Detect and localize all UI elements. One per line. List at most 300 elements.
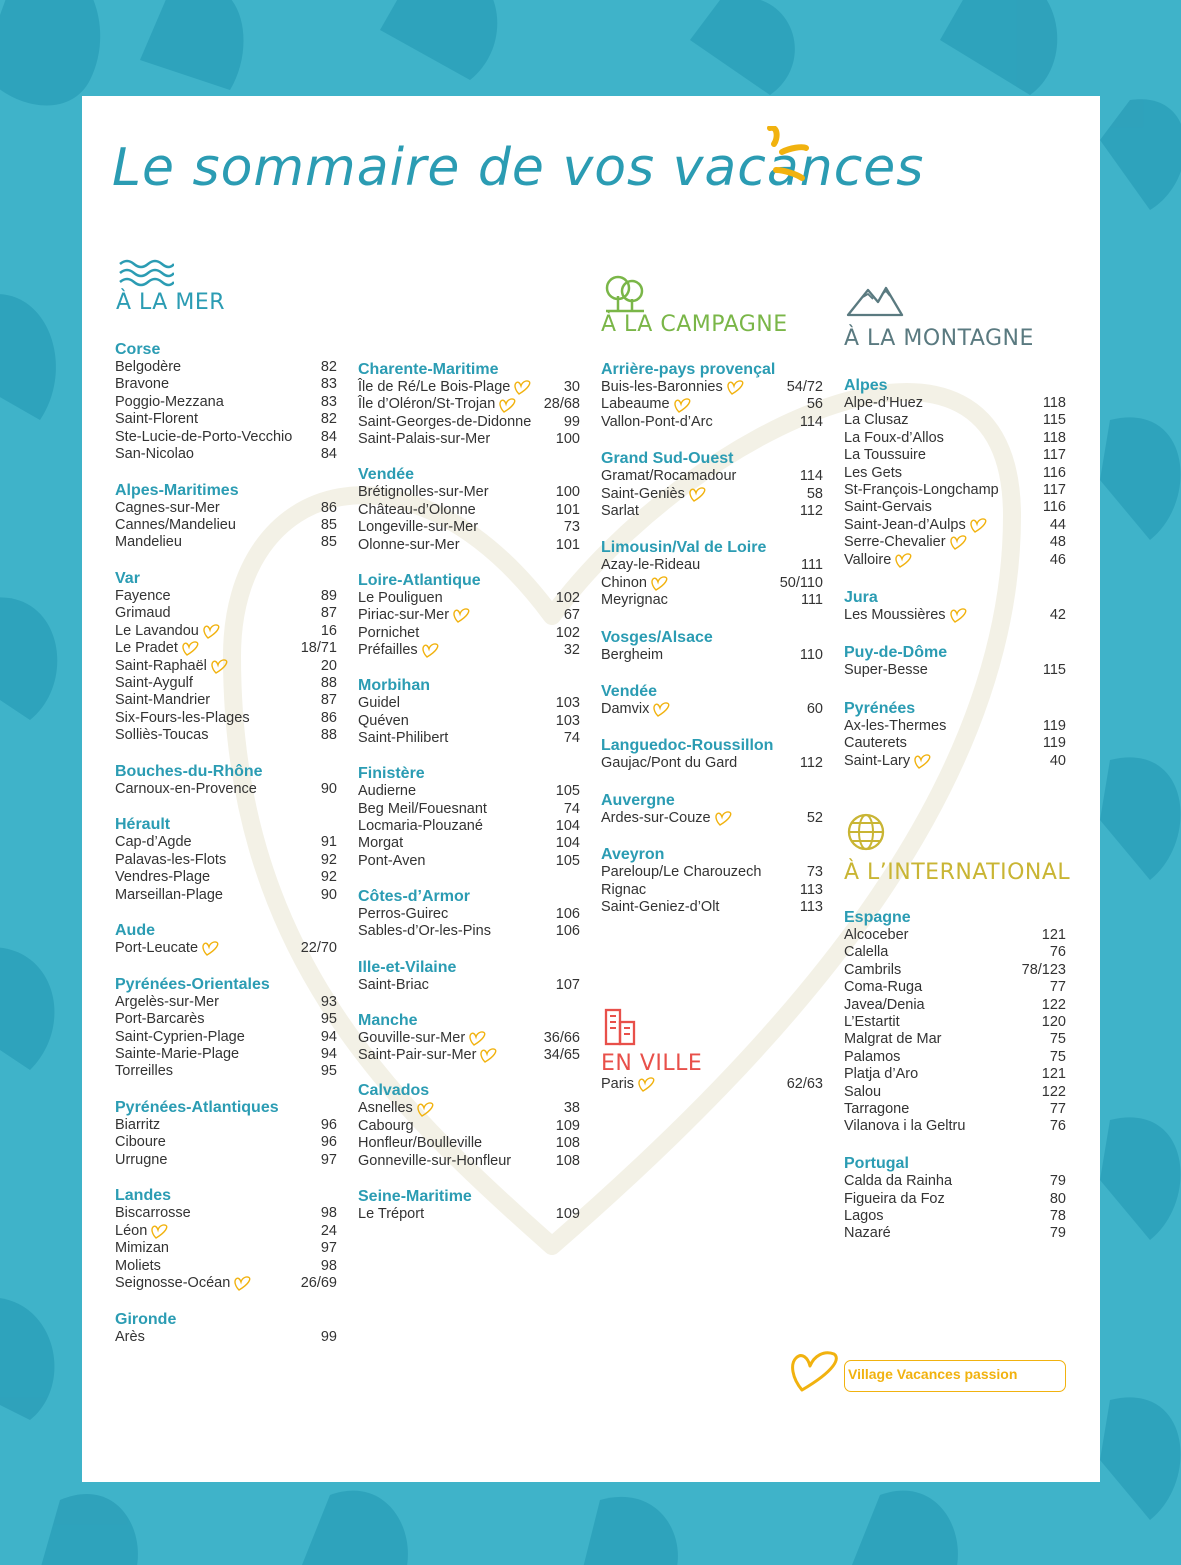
page-number: 105 bbox=[555, 783, 580, 800]
list-item[interactable] bbox=[844, 1084, 1066, 1101]
list-item[interactable] bbox=[601, 414, 823, 431]
list-item[interactable] bbox=[358, 1030, 580, 1047]
page-number: 76 bbox=[1049, 1118, 1066, 1135]
page-number: 122 bbox=[1041, 996, 1066, 1013]
heart-icon bbox=[970, 518, 987, 533]
page-number: 121 bbox=[1041, 1066, 1066, 1083]
list-item[interactable] bbox=[358, 801, 580, 818]
region-section bbox=[115, 1098, 337, 1169]
place-name: Saint-Gervais bbox=[844, 499, 932, 516]
place-name: Coma-Ruga bbox=[844, 979, 923, 996]
page-number: 100 bbox=[555, 484, 580, 501]
heart-icon bbox=[895, 553, 912, 568]
list-item[interactable] bbox=[115, 1258, 337, 1275]
page-number: 122 bbox=[1041, 1083, 1066, 1100]
place-name: Cauterets bbox=[844, 735, 907, 752]
page-number: 73 bbox=[563, 519, 580, 536]
place-name: Sables-d’Or-les-Pins bbox=[358, 923, 491, 940]
list-item[interactable] bbox=[358, 537, 580, 554]
region-name: Puy-de-Dôme bbox=[844, 644, 948, 662]
place-name: Belgodère bbox=[115, 359, 182, 375]
place-name: Mandelieu bbox=[115, 534, 182, 551]
page-number: 108 bbox=[555, 1135, 580, 1152]
place-name: Guidel bbox=[358, 695, 400, 712]
place-name: Perros-Guirec bbox=[358, 906, 449, 922]
place-name: Asnelles bbox=[358, 1100, 413, 1117]
list-item[interactable] bbox=[601, 1076, 823, 1093]
list-item[interactable] bbox=[115, 675, 337, 692]
heart-icon bbox=[689, 487, 706, 502]
place-name: Le Lavandou bbox=[115, 622, 199, 639]
page-number: 117 bbox=[1042, 447, 1066, 464]
list-item[interactable] bbox=[115, 781, 337, 798]
list-item[interactable] bbox=[844, 607, 1066, 624]
region-name: Arrière-pays provençal bbox=[601, 361, 776, 378]
region-name: Calvados bbox=[358, 1082, 430, 1100]
heart-icon bbox=[234, 1276, 251, 1291]
list-item[interactable] bbox=[844, 1208, 1066, 1225]
region-section bbox=[358, 676, 580, 747]
region-section bbox=[358, 764, 580, 870]
region-section bbox=[844, 376, 1066, 569]
list-item[interactable] bbox=[844, 944, 1066, 961]
list-item[interactable] bbox=[115, 994, 337, 1011]
list-item[interactable] bbox=[358, 1153, 580, 1170]
place-name: Serre-Chevalier bbox=[844, 534, 946, 551]
place-name: Saint-Philibert bbox=[358, 729, 449, 746]
page-number: 113 bbox=[799, 898, 823, 915]
page-number: 112 bbox=[799, 755, 823, 772]
page-number: 99 bbox=[563, 413, 580, 430]
place-name: Biarritz bbox=[115, 1117, 161, 1133]
list-item[interactable] bbox=[601, 899, 823, 916]
region-section bbox=[601, 360, 823, 431]
page-number: 60 bbox=[806, 701, 823, 717]
page-title: Le sommaire de vos vacances bbox=[112, 138, 925, 198]
list-item[interactable] bbox=[115, 376, 337, 393]
page-number: 118 bbox=[1042, 429, 1066, 446]
list-item[interactable] bbox=[115, 588, 337, 605]
list-item[interactable] bbox=[844, 962, 1066, 979]
list-item[interactable] bbox=[115, 623, 337, 640]
place-name: La Toussuire bbox=[844, 447, 926, 464]
page-number: 82 bbox=[320, 359, 337, 375]
list-item[interactable] bbox=[358, 396, 580, 413]
heart-icon bbox=[480, 1048, 497, 1063]
place-name: Buis-les-Baronnies bbox=[601, 379, 723, 395]
place-name: Île de Ré/Le Bois-Plage bbox=[358, 379, 511, 395]
page-number: 88 bbox=[320, 674, 337, 691]
list-item[interactable] bbox=[358, 1206, 580, 1223]
place-name: Palavas-les-Flots bbox=[115, 851, 227, 868]
region-section bbox=[115, 1186, 337, 1292]
place-name: Ax-les-Thermes bbox=[844, 717, 947, 734]
place-name: Biscarrosse bbox=[115, 1205, 191, 1222]
page-number: 90 bbox=[320, 780, 337, 797]
list-item[interactable] bbox=[844, 1118, 1066, 1135]
list-item[interactable] bbox=[358, 590, 580, 607]
list-item[interactable] bbox=[115, 727, 337, 744]
place-name: Salou bbox=[844, 1083, 882, 1100]
list-item[interactable] bbox=[115, 429, 337, 446]
list-item[interactable] bbox=[115, 500, 337, 517]
region-section bbox=[358, 360, 580, 449]
page-number: 121 bbox=[1041, 927, 1066, 943]
place-name: La Foux-d’Allos bbox=[844, 429, 944, 446]
page-number: 79 bbox=[1049, 1225, 1066, 1242]
buildings-icon bbox=[602, 1006, 638, 1046]
place-name: Gonneville-sur-Honfleur bbox=[358, 1152, 512, 1169]
list-item[interactable] bbox=[844, 718, 1066, 735]
list-item[interactable] bbox=[601, 755, 823, 772]
place-name: Figueira da Foz bbox=[844, 1190, 945, 1207]
place-name: Cambrils bbox=[844, 961, 902, 978]
page-number: 78 bbox=[1049, 1208, 1066, 1225]
page-number: 46 bbox=[1049, 551, 1066, 568]
list-item[interactable] bbox=[115, 1152, 337, 1169]
page-number: 114 bbox=[799, 413, 823, 430]
list-item[interactable] bbox=[358, 414, 580, 431]
place-name: Six-Fours-les-Plages bbox=[115, 709, 250, 726]
place-name: Gaujac/Pont du Gard bbox=[601, 755, 738, 772]
list-item[interactable] bbox=[844, 1173, 1066, 1190]
region-section bbox=[358, 1081, 580, 1170]
list-item[interactable] bbox=[601, 557, 823, 574]
region-name: Vosges/Alsace bbox=[601, 628, 713, 646]
list-item[interactable] bbox=[844, 1049, 1066, 1066]
list-item[interactable] bbox=[358, 431, 580, 448]
list-item[interactable] bbox=[601, 503, 823, 520]
list-item[interactable] bbox=[115, 887, 337, 904]
place-name: Alpe-d’Huez bbox=[844, 395, 923, 411]
place-name: Chinon bbox=[601, 574, 647, 591]
list-item[interactable] bbox=[601, 810, 823, 827]
heart-icon bbox=[653, 702, 670, 717]
page-number: 115 bbox=[1042, 412, 1066, 429]
list-item[interactable] bbox=[358, 713, 580, 730]
place-name: Meyrignac bbox=[601, 592, 668, 609]
region-name: Vendée bbox=[601, 683, 658, 700]
page-number: 75 bbox=[1049, 1048, 1066, 1065]
place-name: Sarlat bbox=[601, 502, 639, 519]
heart-icon bbox=[453, 608, 470, 623]
region-name: Landes bbox=[115, 1187, 172, 1205]
list-item[interactable] bbox=[115, 1117, 337, 1134]
list-item[interactable] bbox=[844, 412, 1066, 429]
list-item[interactable] bbox=[601, 396, 823, 413]
list-item[interactable] bbox=[844, 499, 1066, 516]
list-item[interactable] bbox=[115, 446, 337, 463]
list-item[interactable] bbox=[115, 517, 337, 534]
list-item[interactable] bbox=[844, 1031, 1066, 1048]
page-number: 73 bbox=[806, 864, 823, 881]
region-section bbox=[601, 449, 823, 520]
page-number: 94 bbox=[320, 1045, 337, 1062]
legend-label: Village Vacances passion bbox=[848, 1366, 1018, 1382]
place-name: Saint-Aygulf bbox=[115, 674, 193, 691]
page-number: 62/63 bbox=[786, 1076, 823, 1092]
heart-icon bbox=[727, 380, 744, 395]
page-number: 40 bbox=[1049, 752, 1066, 769]
region-section bbox=[844, 643, 1066, 679]
place-name: Olonne-sur-Mer bbox=[358, 536, 460, 553]
category-title-mer: À LA MER bbox=[116, 290, 226, 315]
page-number: 108 bbox=[555, 1152, 580, 1169]
list-item[interactable] bbox=[115, 605, 337, 622]
list-item[interactable] bbox=[115, 411, 337, 428]
place-name: Vendres-Plage bbox=[115, 869, 211, 886]
place-name: Morgat bbox=[358, 835, 404, 852]
category-title-international: À L’INTERNATIONAL bbox=[844, 860, 1071, 885]
list-item[interactable] bbox=[358, 923, 580, 940]
page-number: 30 bbox=[563, 379, 580, 395]
list-item[interactable] bbox=[358, 835, 580, 852]
region-name: Aude bbox=[115, 922, 155, 940]
place-name: Ardes-sur-Couze bbox=[601, 809, 711, 826]
region-section bbox=[601, 736, 823, 772]
list-item[interactable] bbox=[844, 997, 1066, 1014]
list-item[interactable] bbox=[844, 395, 1066, 412]
region-section bbox=[115, 815, 337, 904]
page-number: 67 bbox=[563, 607, 580, 624]
place-name: Île d’Oléron/St-Trojan bbox=[358, 396, 496, 413]
list-item[interactable] bbox=[115, 640, 337, 657]
category-title-campagne: À LA CAMPAGNE bbox=[601, 312, 788, 337]
region-section bbox=[601, 538, 823, 609]
list-item[interactable] bbox=[844, 552, 1066, 569]
place-name: Saint-Lary bbox=[844, 752, 911, 769]
list-item[interactable] bbox=[358, 642, 580, 659]
page-number: 42 bbox=[1049, 607, 1066, 623]
region-name: Aveyron bbox=[601, 846, 665, 864]
list-item[interactable] bbox=[115, 869, 337, 886]
list-item[interactable] bbox=[601, 592, 823, 609]
list-item[interactable] bbox=[115, 1046, 337, 1063]
page-number: 97 bbox=[320, 1151, 337, 1168]
page-number: 109 bbox=[555, 1205, 580, 1222]
list-item[interactable] bbox=[844, 517, 1066, 534]
list-item[interactable] bbox=[358, 783, 580, 800]
list-item[interactable] bbox=[844, 1014, 1066, 1031]
list-item[interactable] bbox=[844, 1191, 1066, 1208]
list-item[interactable] bbox=[358, 625, 580, 642]
place-name: Poggio-Mezzana bbox=[115, 393, 224, 410]
page-number: 79 bbox=[1049, 1173, 1066, 1190]
place-name: Saint-Pair-sur-Mer bbox=[358, 1047, 477, 1064]
place-name: Saint-Florent bbox=[115, 411, 199, 428]
place-name: Valloire bbox=[844, 551, 892, 568]
list-item[interactable] bbox=[115, 1223, 337, 1240]
list-item[interactable] bbox=[115, 692, 337, 709]
region-section bbox=[358, 465, 580, 554]
list-item[interactable] bbox=[358, 1135, 580, 1152]
page-number: 119 bbox=[1042, 717, 1066, 734]
page-number: 52 bbox=[806, 809, 823, 826]
list-item[interactable] bbox=[358, 379, 580, 396]
list-item[interactable] bbox=[115, 852, 337, 869]
region-section bbox=[601, 791, 823, 827]
place-name: La Clusaz bbox=[844, 412, 909, 429]
list-item[interactable] bbox=[115, 359, 337, 376]
place-name: Saint-Mandrier bbox=[115, 692, 211, 709]
list-item[interactable] bbox=[358, 906, 580, 923]
place-name: Saint-Geniez-d’Olt bbox=[601, 898, 720, 915]
waves-icon bbox=[118, 256, 174, 290]
page-number: 75 bbox=[1049, 1031, 1066, 1048]
page-number: 76 bbox=[1049, 944, 1066, 961]
heart-icon bbox=[914, 754, 931, 769]
page-number: 116 bbox=[1042, 464, 1066, 481]
list-item[interactable] bbox=[844, 1066, 1066, 1083]
list-item[interactable] bbox=[358, 818, 580, 835]
list-item[interactable] bbox=[358, 1047, 580, 1064]
list-item[interactable] bbox=[601, 701, 823, 718]
region-section bbox=[358, 1011, 580, 1065]
list-item[interactable] bbox=[358, 977, 580, 994]
page-number: 103 bbox=[555, 712, 580, 729]
region-name: Manche bbox=[358, 1011, 418, 1029]
list-item[interactable] bbox=[844, 662, 1066, 679]
list-item[interactable] bbox=[115, 534, 337, 551]
list-item[interactable] bbox=[115, 1011, 337, 1028]
list-item[interactable] bbox=[844, 979, 1066, 996]
list-item[interactable] bbox=[115, 940, 337, 957]
region-name: Pyrénées bbox=[844, 699, 916, 717]
category-title-ville: EN VILLE bbox=[601, 1051, 703, 1076]
page-number: 101 bbox=[555, 501, 580, 518]
page-number: 28/68 bbox=[543, 396, 580, 413]
place-name: Saint-Georges-de-Didonne bbox=[358, 413, 532, 430]
place-name: Cagnes-sur-Mer bbox=[115, 499, 220, 516]
page-number: 120 bbox=[1041, 1013, 1066, 1030]
place-name: Le Pradet bbox=[115, 640, 178, 657]
page-sheet bbox=[82, 96, 1100, 1482]
place-name: Honfleur/Boulleville bbox=[358, 1135, 483, 1152]
list-item[interactable] bbox=[844, 430, 1066, 447]
region-name: Jura bbox=[844, 589, 878, 606]
list-item[interactable] bbox=[844, 534, 1066, 551]
region-name: Portugal bbox=[844, 1155, 909, 1173]
list-item[interactable] bbox=[115, 1029, 337, 1046]
list-item[interactable] bbox=[601, 486, 823, 503]
place-name: Préfailles bbox=[358, 641, 418, 658]
place-name: Les Gets bbox=[844, 464, 903, 481]
page-number: 116 bbox=[1042, 499, 1066, 516]
page-number: 94 bbox=[320, 1028, 337, 1045]
place-name: Calella bbox=[844, 944, 889, 961]
list-item[interactable] bbox=[115, 710, 337, 727]
region-name: Ille-et-Vilaine bbox=[358, 958, 457, 976]
list-item[interactable] bbox=[115, 1240, 337, 1257]
list-item[interactable] bbox=[358, 853, 580, 870]
page-number: 118 bbox=[1042, 395, 1066, 411]
list-item[interactable] bbox=[844, 465, 1066, 482]
list-item[interactable] bbox=[115, 1329, 337, 1346]
page-number: 78/123 bbox=[1021, 961, 1066, 978]
place-name: Argelès-sur-Mer bbox=[115, 993, 219, 1010]
list-item[interactable] bbox=[844, 1101, 1066, 1118]
place-name: Pont-Aven bbox=[358, 852, 426, 869]
region-name: Bouches-du-Rhône bbox=[115, 762, 263, 780]
place-name: Saint-Geniès bbox=[601, 485, 685, 502]
place-name: Damvix bbox=[601, 701, 650, 717]
list-item[interactable] bbox=[115, 1134, 337, 1151]
region-section bbox=[115, 1310, 337, 1346]
heart-icon bbox=[715, 811, 732, 826]
list-item[interactable] bbox=[844, 447, 1066, 464]
page-number: 83 bbox=[320, 393, 337, 410]
list-item[interactable] bbox=[115, 394, 337, 411]
list-item[interactable] bbox=[601, 647, 823, 664]
list-item[interactable] bbox=[358, 519, 580, 536]
region-section bbox=[844, 908, 1066, 1136]
list-item[interactable] bbox=[358, 695, 580, 712]
list-item[interactable] bbox=[844, 753, 1066, 770]
region-section bbox=[115, 921, 337, 957]
heart-icon bbox=[950, 535, 967, 550]
place-name: Vallon-Pont-d’Arc bbox=[601, 413, 713, 430]
list-item[interactable] bbox=[358, 730, 580, 747]
place-name: Cabourg bbox=[358, 1117, 414, 1134]
list-item[interactable] bbox=[601, 864, 823, 881]
page-number: 83 bbox=[320, 376, 337, 393]
region-name: Alpes-Maritimes bbox=[115, 481, 239, 499]
list-item[interactable] bbox=[358, 502, 580, 519]
list-item[interactable] bbox=[601, 379, 823, 396]
page-number: 91 bbox=[320, 834, 337, 851]
page-number: 38 bbox=[563, 1100, 580, 1117]
page-number: 117 bbox=[1042, 481, 1066, 498]
region-name: Finistère bbox=[358, 765, 425, 783]
list-item[interactable] bbox=[115, 658, 337, 675]
list-item[interactable] bbox=[115, 1275, 337, 1292]
list-item[interactable] bbox=[358, 607, 580, 624]
heart-icon bbox=[211, 659, 228, 674]
mountains-icon bbox=[846, 282, 904, 318]
list-item[interactable] bbox=[844, 927, 1066, 944]
place-name: L’Estartit bbox=[844, 1013, 900, 1030]
page-number: 87 bbox=[320, 605, 337, 622]
place-name: Malgrat de Mar bbox=[844, 1031, 942, 1048]
list-item[interactable] bbox=[115, 1205, 337, 1222]
place-name: Port-Leucate bbox=[115, 940, 199, 957]
list-item[interactable] bbox=[844, 1225, 1066, 1242]
page-number: 24 bbox=[320, 1222, 337, 1239]
page-number: 86 bbox=[320, 709, 337, 726]
list-item[interactable] bbox=[115, 834, 337, 851]
list-item[interactable] bbox=[844, 735, 1066, 752]
list-item[interactable] bbox=[115, 1063, 337, 1080]
tree-icon bbox=[602, 274, 648, 314]
page-number: 95 bbox=[320, 1063, 337, 1080]
region-section bbox=[601, 1076, 823, 1093]
place-name: Gouville-sur-Mer bbox=[358, 1029, 466, 1046]
page-number: 97 bbox=[320, 1240, 337, 1257]
list-item[interactable] bbox=[601, 575, 823, 592]
list-item[interactable] bbox=[601, 882, 823, 899]
page-number: 77 bbox=[1049, 979, 1066, 996]
list-item[interactable] bbox=[358, 1118, 580, 1135]
list-item[interactable] bbox=[358, 1100, 580, 1117]
list-item[interactable] bbox=[358, 484, 580, 501]
heart-icon bbox=[422, 643, 439, 658]
page-number: 103 bbox=[555, 695, 580, 712]
list-item[interactable] bbox=[844, 482, 1066, 499]
list-item[interactable] bbox=[601, 468, 823, 485]
place-name: Marseillan-Plage bbox=[115, 886, 223, 903]
page-number: 106 bbox=[555, 906, 580, 922]
place-name: Labeaume bbox=[601, 396, 670, 413]
